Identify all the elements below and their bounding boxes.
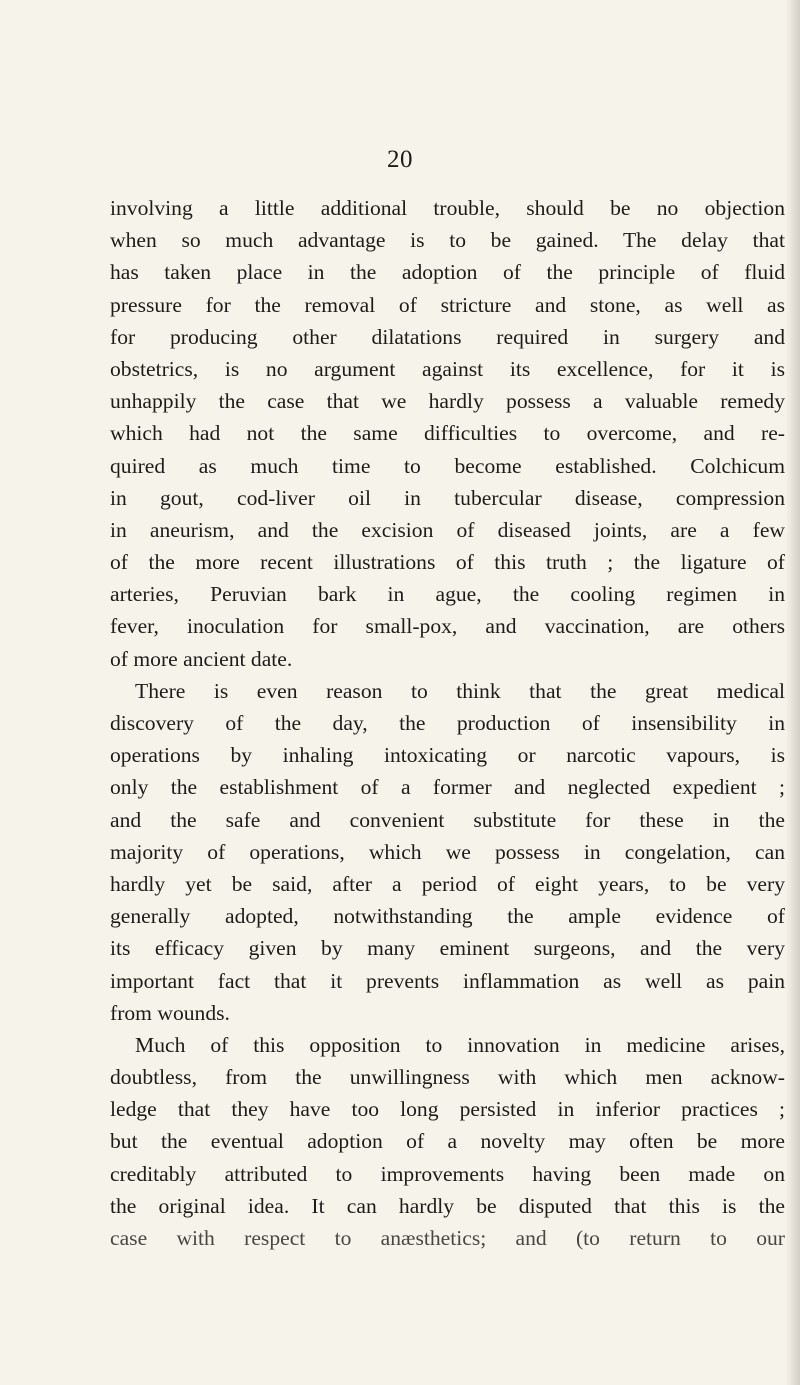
paragraph-end-line: from wounds. xyxy=(110,1000,230,1025)
text-line: majority of operations, which we possess in congelation, can xyxy=(110,839,785,864)
text-line: but the eventual adoption of a novelty may often be more xyxy=(110,1129,785,1154)
text-line: creditably attributed to improvements having been made on xyxy=(110,1161,785,1186)
text-line: the original idea. It can hardly be disputed that this is the xyxy=(110,1193,785,1218)
text-line: its efficacy given by many eminent surgeons, and the very xyxy=(110,936,785,961)
text-line: operations by inhaling intoxicating or narcotic vapours, is xyxy=(110,743,785,768)
text-line: pressure for the removal of stricture and stone, as well as xyxy=(110,292,785,317)
text-line: obstetrics, is no argument against its excellence, for it is xyxy=(110,356,785,381)
text-line: when so much advantage is to be gained. The delay that xyxy=(110,228,785,253)
text-line: which had not the same difficulties to overcome, and re- xyxy=(110,421,785,446)
text-line: case with respect to anæsthetics; and (to return to our xyxy=(110,1226,785,1250)
text-line: arteries, Peruvian bark in ague, the cooling regimen in xyxy=(110,582,785,607)
text-line: for producing other dilatations required in surgery and xyxy=(110,324,785,349)
paragraph-start-line: There is even reason to think that the great medical xyxy=(135,678,785,703)
text-line: quired as much time to become established. Colchicum xyxy=(110,453,785,478)
text-line: generally adopted, notwithstanding the ample evidence of xyxy=(110,904,785,929)
paragraph-end-line: of more ancient date. xyxy=(110,646,293,671)
text-line: unhappily the case that we hardly possess a valuable remedy xyxy=(110,389,785,414)
page-edge-shadow xyxy=(786,0,800,1385)
body-text xyxy=(110,192,785,1254)
text-line: of the more recent illustrations of this truth ; the ligature of xyxy=(110,550,785,575)
text-line: ledge that they have too long persisted in inferior practices ; xyxy=(110,1097,785,1122)
text-line: has taken place in the adoption of the principle of fluid xyxy=(110,260,785,285)
text-line: doubtless, from the unwillingness with which men acknow- xyxy=(110,1065,785,1090)
text-line: in gout, cod-liver oil in tubercular disease, compression xyxy=(110,485,785,510)
text-line: in aneurism, and the excision of diseased joints, are a few xyxy=(110,517,785,542)
text-line: fever, inoculation for small-pox, and vaccination, are others xyxy=(110,614,785,639)
text-line: important fact that it prevents inflammation as well as pain xyxy=(110,968,785,993)
text-line: involving a little additional trouble, should be no objection xyxy=(110,196,785,220)
text-line: discovery of the day, the production of insensibility in xyxy=(110,711,785,735)
paragraph-start-line: Much of this opposition to innovation in medicine arises, xyxy=(135,1032,785,1057)
text-line: and the safe and convenient substitute for these in the xyxy=(110,807,785,832)
page-number: 20 xyxy=(387,146,413,173)
text-line: hardly yet be said, after a period of eight years, to be very xyxy=(110,871,785,896)
text-line: only the establishment of a former and neglected expedient ; xyxy=(110,775,785,800)
